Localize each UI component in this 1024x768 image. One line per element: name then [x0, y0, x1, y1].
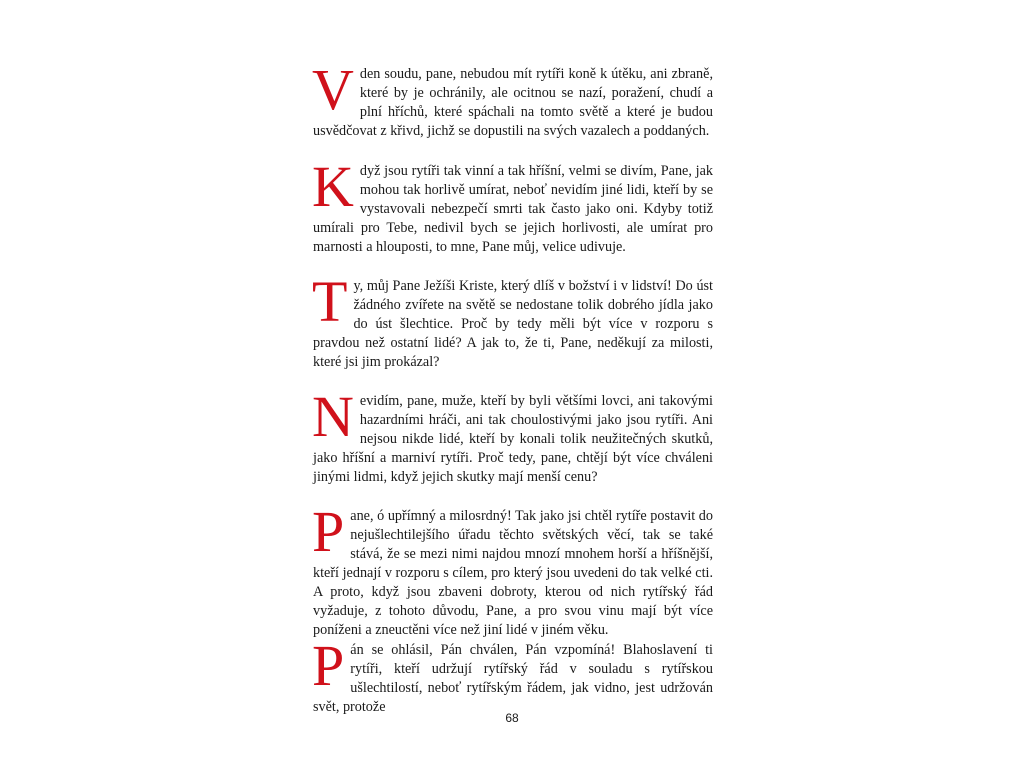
paragraph-text: dyž jsou rytíři tak vinní a tak hříšní, velmi se divím, Pane, jak mohou tak horlivě umírat, neboť nevidím jiné lidi, kteří by se vystavovali nebezpečí smrti tak často jako oni. Kdyby totiž umírali pro Tebe, nedivil bych se jejich horlivosti, ale umírat pro marnosti a hlouposti, to mne, Pane můj, velice udivuje.: [313, 163, 713, 255]
paragraph-text: y, můj Pane Ježíši Kriste, který dlíš v božství i v lidství! Do úst žádného zvířete na světě se nedostane tolik dobrého jídla jako do úst šlechtice. Proč by tedy měli být více v rozporu s pravdou než ostatní lidé? A jak to, že ti, Pane, neděkují za milosti, které jsi jim prokázal?: [313, 278, 713, 370]
paragraph-text: ane, ó upřímný a milosrdný! Tak jako jsi chtěl rytíře postavit do nejušlechtilejšího úřadu těchto světských věcí, tak se také stává, že se mezi nimi najdou mnozí mnohem horší a hříšnější, kteří jednají v rozporu s cílem, pro který jsou uvedeni do tak velké cti. A proto, když jsou zbaveni dobroty, kterou od nich rytířský řád vyžaduje, z tohoto důvodu, Pane, a pro svou vinu mají být více poníženi a zneuctěni více než jiní lidé v jiném věku.: [313, 508, 713, 638]
drop-cap-initial: T: [312, 269, 348, 334]
paragraph-5: [312, 499, 713, 640]
drop-cap-initial: P: [312, 499, 345, 564]
paragraph-text: evidím, pane, muže, kteří by byli většími lovci, ani takovými hazardními hráči, ani tak choulostivými jako jsou rytíři. Ani nejsou nikde lidé, kteří by konali tolik neužitečných skutků, jako hříšní a marniví rytíři. Proč tedy, pane, chtějí být více chváleni jinými lidmi, když jejich skutky mají menší cenu?: [313, 393, 713, 485]
paragraph-4: [312, 384, 713, 487]
page-number: 68: [505, 711, 519, 725]
paragraph-6: [312, 633, 713, 717]
paragraph-1: [312, 57, 713, 141]
drop-cap-initial: K: [312, 154, 354, 219]
paragraph-text: án se ohlásil, Pán chválen, Pán vzpomíná! Blahoslavení ti rytíři, kteří udržují rytířský řád v souladu s rytířskou ušlechtilostí, neboť rytířským řádem, jak vidno, jest udržován svět, protože: [313, 642, 713, 715]
paragraph-text: den soudu, pane, nebudou mít rytíři koně k útěku, ani zbraně, které by je ochránily, ale ocitnou se nazí, poražení, chudí a plní hříchů, které spáchali na tomto světě a které je budou usvědčovat z křivd, jichž se dopustili na svých vazalech a poddaných.: [313, 66, 713, 139]
drop-cap-initial: V: [312, 57, 354, 122]
paragraph-3: [312, 269, 713, 372]
paragraph-2: [312, 154, 713, 257]
drop-cap-initial: P: [312, 633, 345, 698]
drop-cap-initial: N: [312, 384, 354, 449]
